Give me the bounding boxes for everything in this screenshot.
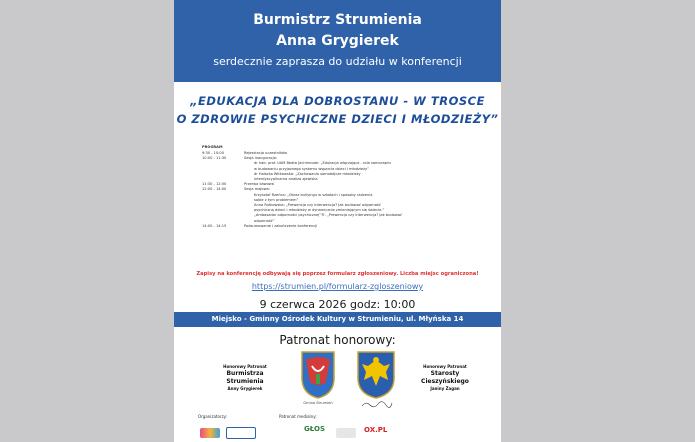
program-desc: Krzysztof Rzeńca: „Obraz bullyingu w szkołach i sposoby radzenia — [254, 192, 373, 197]
patron-left — [214, 364, 276, 392]
program-desc: Anna Rutkowska: „Prewencja czy interwencja? Jak budować odporność — [254, 203, 381, 208]
program-section — [202, 145, 487, 229]
program-desc: psychiczną dzieci i młodzieży w dynamicznie zmieniającym się świecie.” — [254, 208, 385, 213]
program-time: 14:00 - 14:15 — [202, 223, 227, 228]
crest1-caption: Gmina Strumień — [303, 401, 333, 405]
program-desc: Rejestracja uczestników — [244, 151, 288, 155]
media-logo-2 — [336, 428, 356, 438]
program-row — [202, 224, 487, 229]
program-time: 10:00 - 11:30 — [202, 156, 227, 161]
program-desc: Sesja majowa: — [244, 187, 270, 192]
program-desc: Podsumowanie i zakończenie konferencji — [244, 223, 318, 228]
media-logo-ox: OX.PL — [364, 426, 388, 434]
patron-left-label: Honorowy Patronat — [223, 364, 267, 369]
program-desc: interdyscyplinarna analiza zjawiska — [254, 177, 318, 182]
host-name: Anna Grygierek — [276, 33, 399, 49]
program-desc: dr hab. prof. UAM Beata Jachimczak: „Edukacja włączająca - rola samorządu — [254, 161, 391, 166]
venue-text: Miejsko - Gminny Ośrodek Kultury w Strumieniu, ul. Młyńska 14 — [211, 315, 464, 323]
program-time: 11:30 - 12:00 — [202, 182, 227, 187]
patron-right-name1: Starosty — [430, 370, 460, 377]
program-desc: Przerwa kawowa — [244, 182, 274, 187]
patron-left-name1: Burmistrza — [226, 370, 264, 377]
title-line-1: „EDUKACJA DLA DOBROSTANU - W TROSCE — [190, 94, 485, 108]
patron-left-name2: Strumienia — [226, 378, 264, 385]
organizer-logo-2 — [226, 427, 256, 439]
organizers-label: Organizatorzy: — [198, 414, 228, 419]
patronage-title: Patronat honorowy: — [279, 333, 396, 347]
program-rows — [202, 151, 487, 229]
patron-left-person: Anny Grygierek — [227, 386, 263, 391]
program-time: 9:30 - 10:00 — [202, 151, 225, 155]
registration-note: Zapisy na konferencję odbywają się poprzez formularz zgłoszeniowy. Liczba miejsc ograniczona! — [196, 271, 479, 277]
strumien-crest-icon — [298, 348, 338, 400]
registration-link[interactable]: https://strumien.pl/formularz-zgloszeniowy — [251, 282, 424, 291]
program-desc: dr Halszka Witkowska: „Zachowania samobójcze młodzieży — [254, 171, 361, 176]
program-desc: „Ambasador odporności psychicznej”®. „Prewencja czy interwencja? Jak budować — [254, 213, 403, 218]
conference-poster — [174, 0, 501, 442]
patron-right — [414, 364, 476, 392]
cieszyn-county-crest-icon — [354, 348, 398, 400]
program-desc: w budowaniu przyjaznego systemu wsparcia dzieci i młodzieży” — [254, 166, 369, 171]
title-line-2: O ZDROWIE PSYCHICZNE DZIECI I MŁODZIEŻY” — [176, 112, 499, 126]
conference-title — [174, 92, 501, 128]
signature-icon — [360, 400, 394, 408]
invitation-line: serdecznie zaprasza do udziału w konferencji — [213, 55, 462, 68]
event-date: 9 czerwca 2026 godz: 10:00 — [259, 298, 416, 311]
host-title: Burmistrz Strumienia — [253, 12, 422, 28]
venue-bar — [174, 312, 501, 327]
program-desc: Sesja inauguracja: — [244, 156, 278, 161]
program-desc: sobie z tym problemem” — [254, 197, 299, 202]
organizer-logo-1 — [200, 428, 220, 438]
program-time: 12:00 - 14:00 — [202, 187, 227, 192]
media-patrons-label: Patronat medialny: — [279, 414, 317, 419]
media-logo-glos: GŁOS — [304, 425, 325, 433]
header-banner — [174, 0, 501, 82]
patron-right-name2: Cieszyńskiego — [421, 378, 469, 385]
patron-right-person: Janiny Żagan — [430, 386, 460, 391]
patron-right-label: Honorowy Patronat — [423, 364, 467, 369]
program-desc: odporność” — [254, 218, 275, 223]
program-heading: PROGRAM — [202, 145, 223, 149]
